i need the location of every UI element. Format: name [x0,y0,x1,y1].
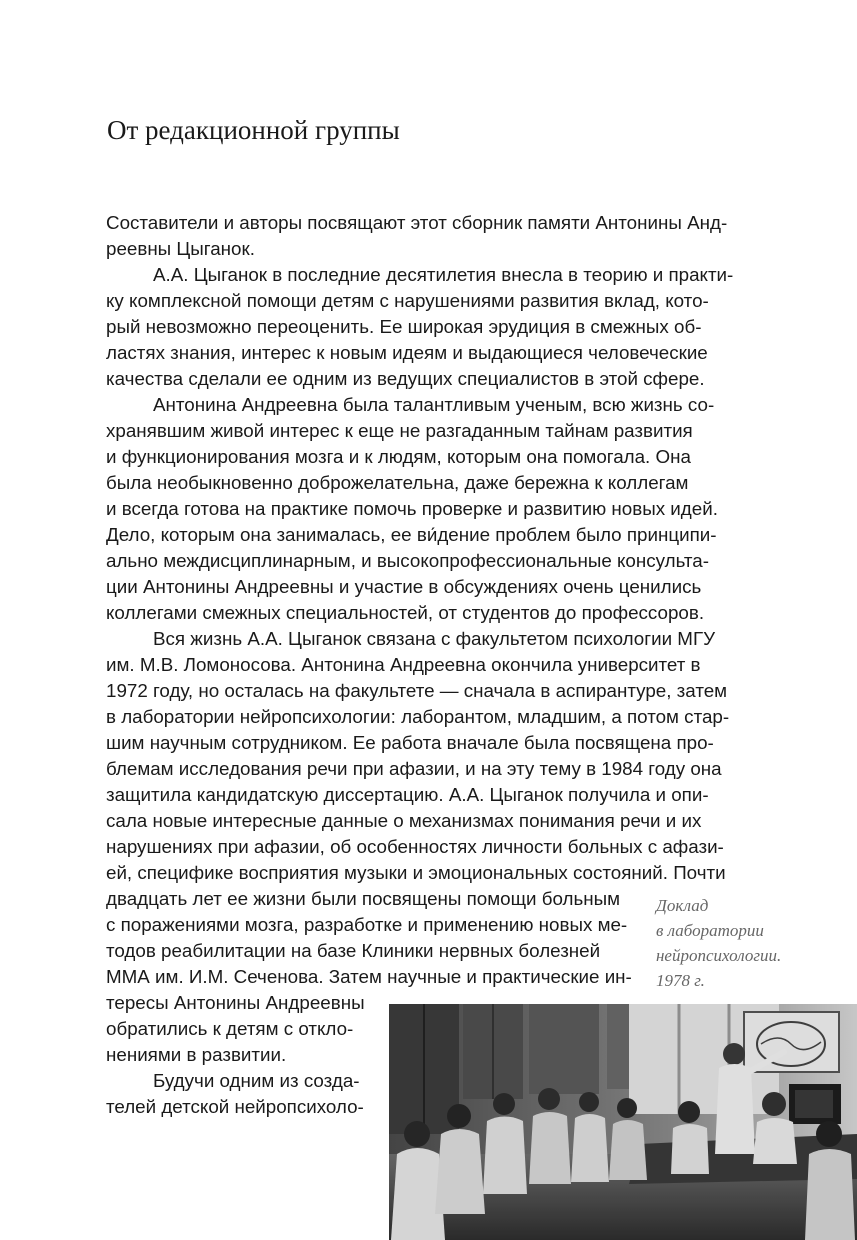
text-line: обратились к детям с откло- [106,1018,354,1039]
caption-line: Доклад [656,896,709,915]
text-line: Вся жизнь А.А. Цыганок связана с факультетом психологии МГУ [153,628,716,649]
text-line: и функционирования мозга и к людям, которым она помогала. Она [106,446,691,467]
text-line: Составители и авторы посвящают этот сборник памяти Антонины Анд- [106,212,728,233]
text-line: реевны Цыганок. [106,238,255,259]
text-line: и всегда готова на практике помочь проверке и развитию новых идей. [106,498,718,519]
text-line: тодов реабилитации на базе Клиники нервных болезней [106,940,601,961]
text-line: 1972 году, но осталась на факультете — сначала в аспирантуре, затем [106,680,728,701]
text-line: ластях знания, интерес к новым идеям и выдающиеся человеческие [106,342,708,363]
text-line: в лаборатории нейропсихологии: лаборантом, младшим, а потом стар- [106,706,730,727]
text-line: ку комплексной помощи детям с нарушениями развития вклад, кото- [106,290,709,311]
text-line: ММА им. И.М. Сеченова. Затем научные и практические ин- [106,966,632,987]
text-line: А.А. Цыганок в последние десятилетия внесла в теорию и практи- [153,264,734,285]
photo-grain [389,1004,857,1240]
text-line: коллегами смежных специальностей, от студентов до профессоров. [106,602,705,623]
archival-photo [389,1004,857,1240]
text-line: им. М.В. Ломоносова. Антонина Андреевна окончила университет в [106,654,701,675]
text-line: хранявшим живой интерес к еще не разгаданным тайнам развития [106,420,693,441]
text-line: блемам исследования речи при афазии, и на эту тему в 1984 году она [106,758,722,779]
text-line: качества сделали ее одним из ведущих специалистов в этой сфере. [106,368,705,389]
text-line: нениями в развитии. [106,1044,287,1065]
text-line: рый невозможно переоценить. Ее широкая эрудиция в смежных об- [106,316,702,337]
text-line: нарушениях при афазии, об особенностях личности больных с афази- [106,836,724,857]
caption-line: в лаборатории [656,921,764,940]
text-line: двадцать лет ее жизни были посвящены помощи больным [106,888,621,909]
text-line: с поражениями мозга, разработке и применению новых ме- [106,914,628,935]
text-line: защитила кандидатскую диссертацию. А.А. Цыганок получила и опи- [106,784,709,805]
text-line: ей, специфике восприятия музыки и эмоциональных состояний. Почти [106,862,726,883]
text-line: тересы Антонины Андреевны [106,992,365,1013]
text-line: Будучи одним из созда- [153,1070,360,1091]
photo-caption [656,893,826,993]
caption-line: 1978 г. [656,971,705,990]
text-line: Антонина Андреевна была талантливым ученым, всю жизнь со- [153,394,715,415]
text-line: ально междисциплинарным, и высокопрофессиональные консульта- [106,550,709,571]
text-line: была необыкновенно доброжелательна, даже бережна к коллегам [106,472,689,493]
photo-illustration [389,1004,857,1240]
text-line: Дело, которым она занималась, ее ви́дение проблем было принципи- [106,524,717,545]
text-line: ции Антонины Андреевны и участие в обсуждениях очень ценились [106,576,702,597]
text-line: сала новые интересные данные о механизмах понимания речи и их [106,810,702,831]
text-line: телей детской нейропсихоло- [106,1096,364,1117]
page-title: От редакционной группы [107,115,400,145]
caption-line: нейропсихологии. [656,946,782,965]
text-line: шим научным сотрудником. Ее работа вначале была посвящена про- [106,732,714,753]
